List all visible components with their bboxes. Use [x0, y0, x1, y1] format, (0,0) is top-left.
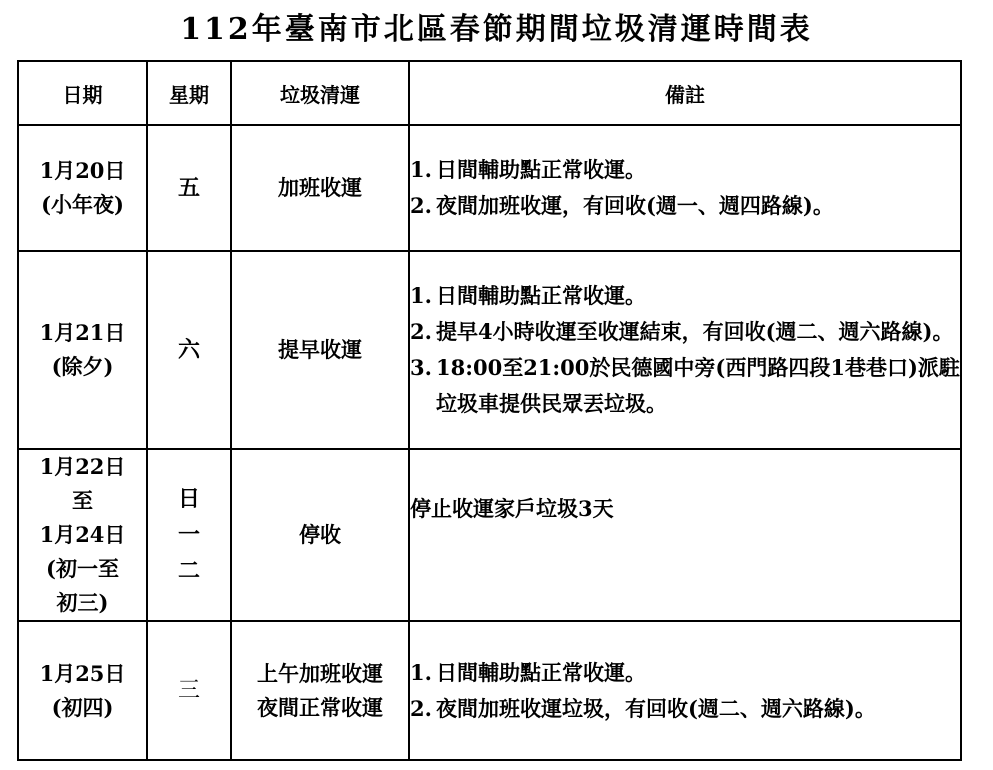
header-date: 日期 [18, 61, 147, 125]
remark-number: 1. [410, 659, 432, 685]
remarks-list [410, 655, 960, 727]
remark-number: 2. [410, 695, 432, 721]
remark-text: 日間輔助點正常收運。 [436, 659, 646, 685]
remark-item [410, 278, 960, 314]
schedule-table [17, 60, 962, 761]
table-row [18, 125, 961, 251]
remark-number: 3. [410, 355, 432, 380]
page-title: 112年臺南市北區春節期間垃圾清運時間表 [180, 12, 813, 47]
remark-text: 日間輔助點正常收運。 [436, 157, 646, 182]
date-line: 初三) [56, 590, 109, 615]
remark-text: 18:00至21:00於民德國中旁(西門路四段1巷巷口)派駐垃圾車提供民眾丟垃圾。 [436, 355, 960, 416]
collection-cell [231, 251, 409, 449]
date-line: (除夕) [51, 354, 114, 379]
remarks-list [410, 152, 960, 224]
header-weekday: 星期 [147, 61, 231, 125]
date-line: (小年夜) [41, 192, 124, 217]
date-line: 1月24日 [39, 522, 126, 547]
collection-label: 夜間正常收運 [257, 694, 383, 720]
remark-text: 夜間加班收運，有回收(週一、週四路線)。 [436, 193, 834, 218]
remark-number: 2. [410, 319, 432, 344]
header-remarks: 備註 [409, 61, 961, 125]
remark-item [410, 691, 960, 727]
remark-item [410, 188, 960, 224]
remark-number: 1. [410, 157, 432, 182]
weekday-label: 三 [177, 677, 200, 703]
weekday-label: 六 [177, 337, 200, 363]
date-cell [18, 251, 147, 449]
collection-label: 加班收運 [278, 175, 362, 200]
date-cell [18, 449, 147, 621]
date-line: 1月21日 [39, 320, 126, 345]
date-line: 1月25日 [39, 660, 126, 686]
date-line: 1月20日 [39, 158, 126, 183]
remark-item [410, 152, 960, 188]
weekday-cell [147, 449, 231, 621]
date-line: 至 [72, 488, 93, 513]
weekday-cell [147, 251, 231, 449]
weekday-cell [147, 621, 231, 760]
collection-label: 提早收運 [278, 337, 362, 362]
remark-text: 提早4小時收運至收運結束，有回收(週二、週六路線)。 [436, 319, 954, 344]
remark-item [410, 655, 960, 691]
date-line: (初四) [51, 694, 114, 720]
date-line: 1月22日 [39, 454, 126, 479]
date-line: (初一至 [46, 556, 119, 581]
remarks-cell [409, 449, 961, 621]
table-header-row [18, 61, 961, 125]
remarks-list [410, 278, 960, 422]
collection-label: 停收 [299, 522, 341, 547]
remark-number: 2. [410, 193, 432, 218]
collection-cell [231, 449, 409, 621]
remarks-cell [409, 125, 961, 251]
weekday-label: 日 [177, 486, 200, 512]
table-row [18, 251, 961, 449]
remark-text: 日間輔助點正常收運。 [436, 283, 646, 308]
header-collection: 垃圾清運 [231, 61, 409, 125]
weekday-label: 一 [177, 522, 200, 548]
collection-label: 上午加班收運 [257, 660, 383, 686]
remark-item [410, 314, 960, 350]
collection-cell [231, 125, 409, 251]
table-row [18, 449, 961, 621]
remarks-cell [409, 251, 961, 449]
remark-number: 1. [410, 283, 432, 308]
weekday-cell [147, 125, 231, 251]
remark-text: 停止收運家戶垃圾3天 [410, 496, 614, 521]
weekday-label: 二 [177, 558, 200, 584]
remarks-cell [409, 621, 961, 760]
weekday-label: 五 [177, 175, 200, 201]
remark-item [410, 350, 960, 422]
date-cell [18, 621, 147, 760]
collection-cell [231, 621, 409, 760]
remark-text: 夜間加班收運垃圾，有回收(週二、週六路線)。 [436, 695, 876, 721]
table-row [18, 621, 961, 760]
date-cell [18, 125, 147, 251]
